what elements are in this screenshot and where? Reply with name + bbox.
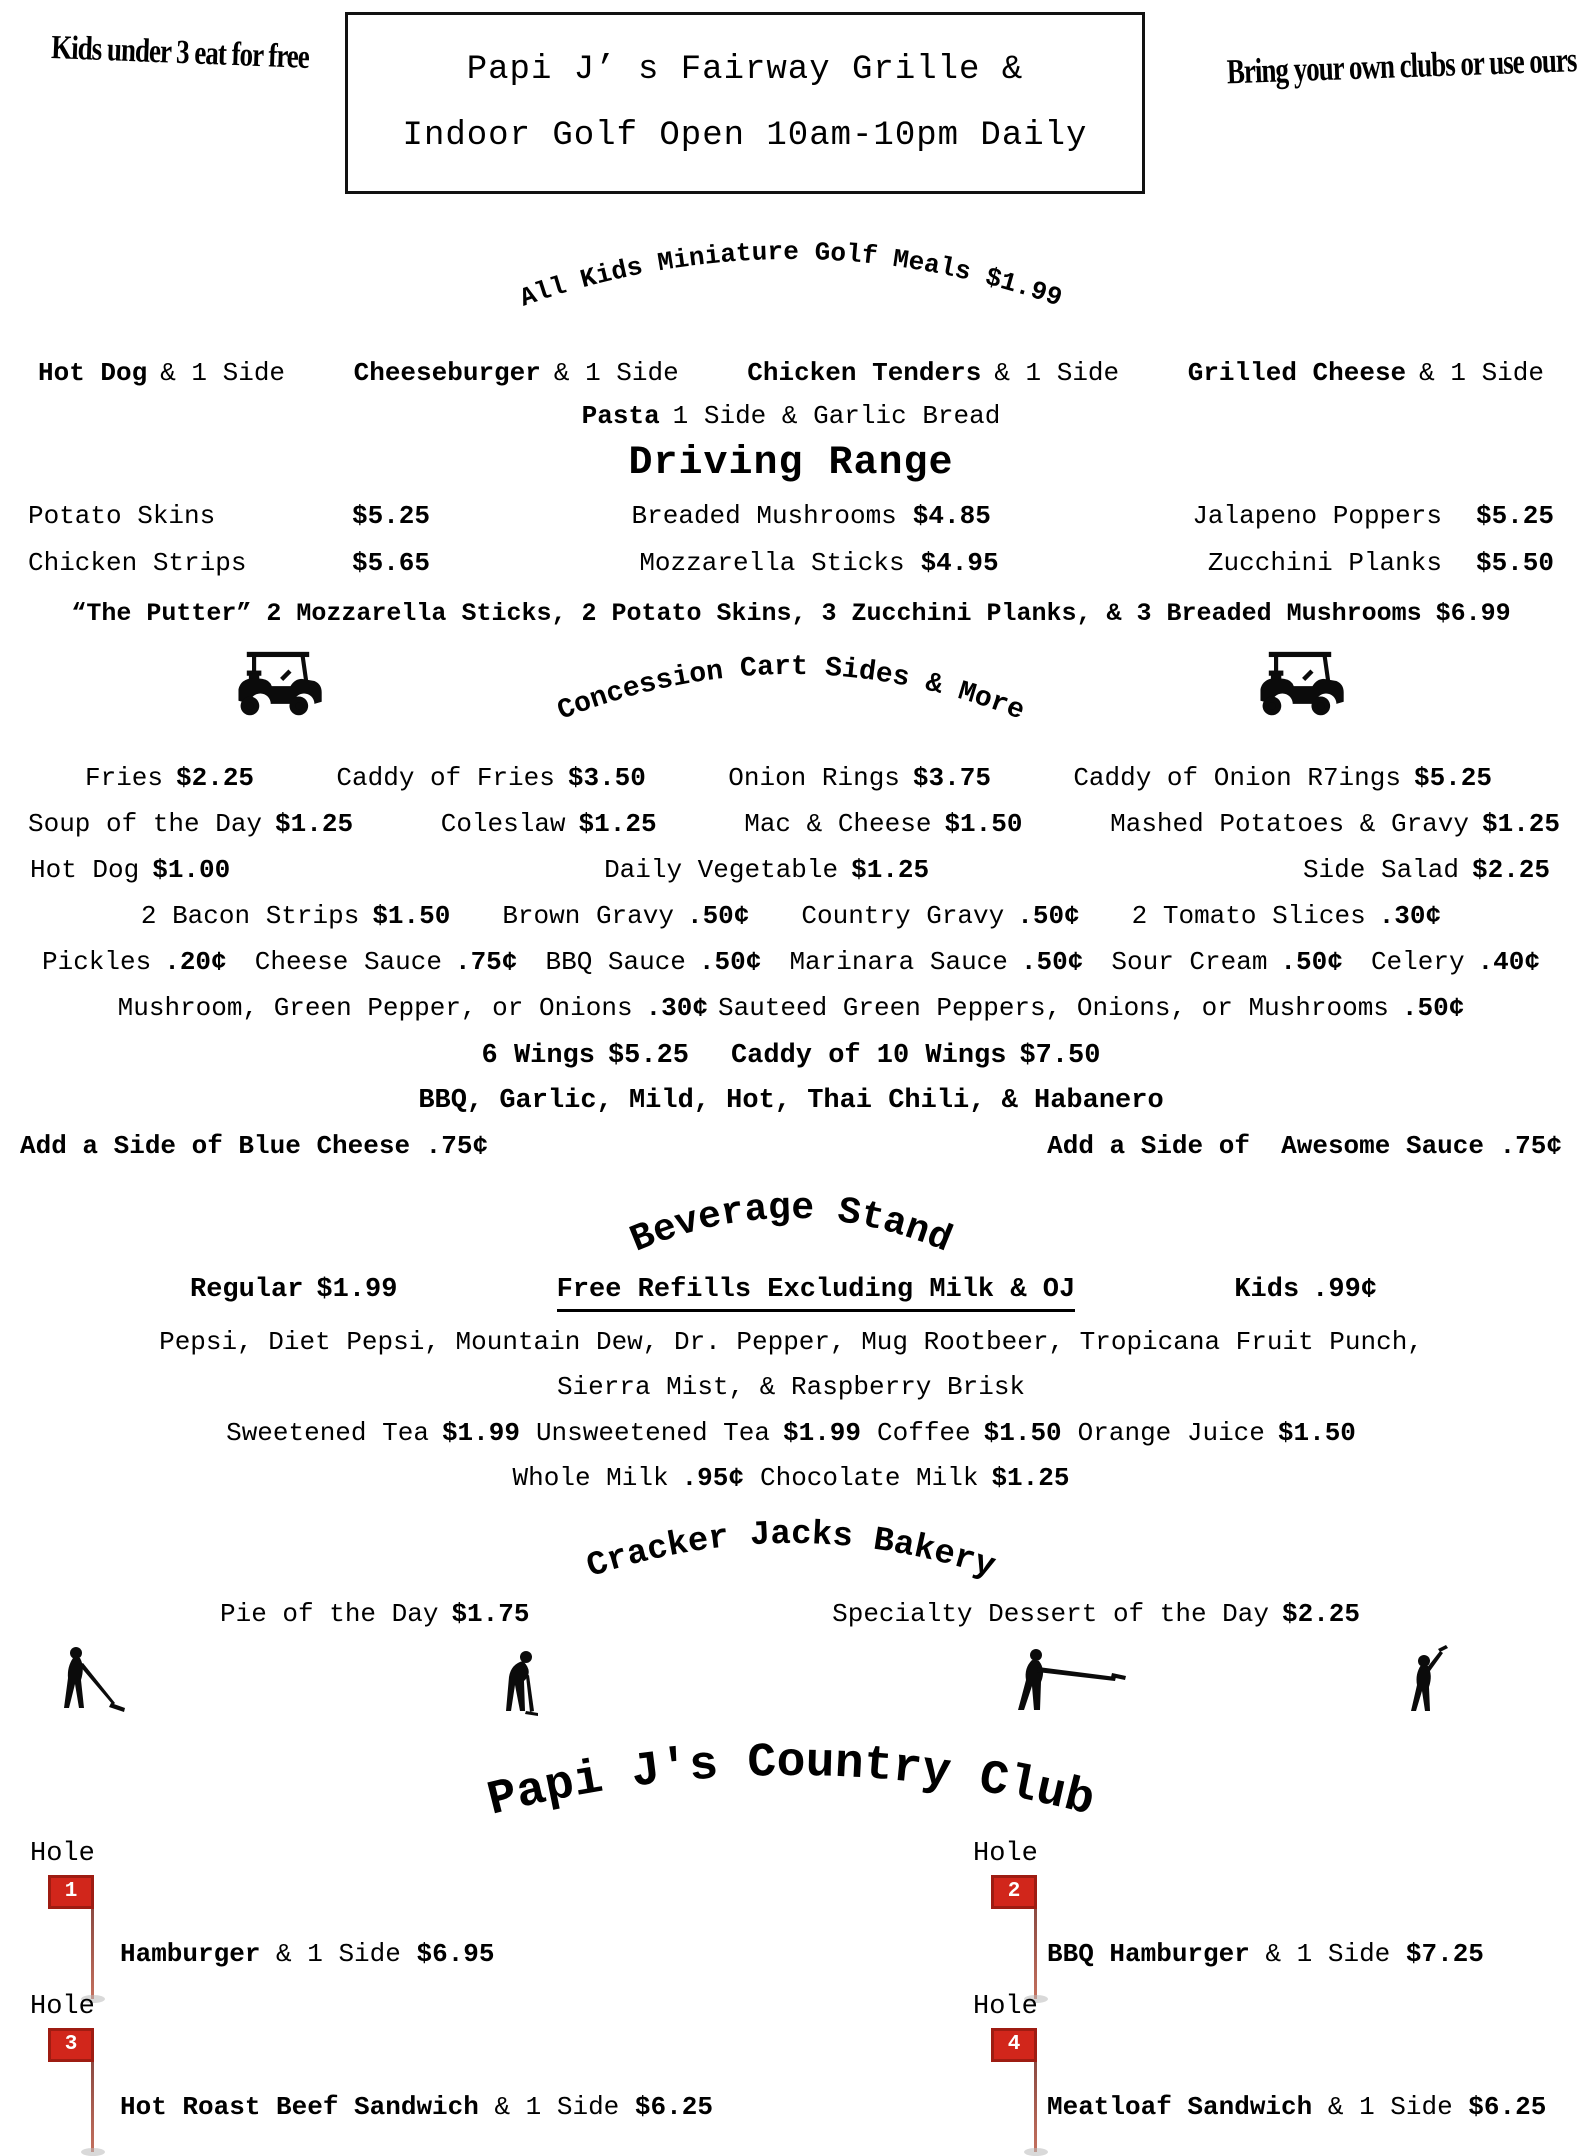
kids-meal-item xyxy=(747,356,1119,390)
item-name: Coleslaw xyxy=(440,809,566,839)
menu-item xyxy=(118,991,708,1025)
wing-flavors: BBQ, Garlic, Mild, Hot, Thai Chili, & Habanero xyxy=(418,1086,1164,1116)
item-name: Zucchini Planks xyxy=(1207,548,1442,578)
hole-flag-icon xyxy=(991,2028,1048,2156)
tea-row xyxy=(0,1416,1582,1450)
holes-grid xyxy=(0,1839,1582,2145)
menu-item xyxy=(760,1461,1069,1495)
item-name: Sweetened Tea xyxy=(226,1418,429,1448)
item-name: Country Gravy xyxy=(801,901,1005,931)
menu-item xyxy=(1073,761,1492,795)
item-suffix: & 1 Side xyxy=(1419,358,1544,388)
item-price: $1.50 xyxy=(983,1418,1062,1448)
country-club-heading-arc xyxy=(461,1719,1121,1835)
item-price: $1.25 xyxy=(1481,809,1560,839)
menu-item xyxy=(441,807,657,841)
header xyxy=(0,0,1582,214)
item-price: .50¢ xyxy=(1280,947,1343,977)
item-price: $2.25 xyxy=(1281,1599,1360,1629)
hole-label: Hole xyxy=(973,1839,1038,1869)
item-name: Mac & Cheese xyxy=(744,809,932,839)
golfer-swinging-icon xyxy=(1000,1645,1130,1715)
item-price: $3.50 xyxy=(567,763,646,793)
wings-row xyxy=(0,1039,1582,1073)
flag-number: 1 xyxy=(48,1875,94,1909)
item-name: Mushroom, Green Pepper, or Onions xyxy=(117,993,633,1023)
hole-card xyxy=(791,1992,1582,2145)
concession-heading: Concession Cart Sides & More xyxy=(553,651,1029,728)
menu-item xyxy=(731,1039,1100,1073)
kids-meals-heading: All Kids Miniature Golf Meals $1.99 xyxy=(516,237,1066,314)
item-name: Caddy of Onion R7ings xyxy=(1073,763,1401,793)
item-price: $5.25 xyxy=(1475,501,1554,531)
menu-item xyxy=(28,546,430,580)
menu-item xyxy=(604,853,929,887)
item-name: Jalapeno Poppers xyxy=(1192,501,1442,531)
svg-text:All Kids Miniature Golf Meals xyxy=(516,237,1066,314)
beverage-heading: Beverage Stand xyxy=(624,1186,958,1263)
concession-row-hotdog xyxy=(0,853,1582,887)
soda-list-line-1: Pepsi, Diet Pepsi, Mountain Dew, Dr. Pepper, Mug Rootbeer, Tropicana Fruit Punch, xyxy=(159,1327,1423,1357)
soda-list-line-2: Sierra Mist, & Raspberry Brisk xyxy=(556,1372,1026,1402)
item-price: .99¢ xyxy=(1312,1275,1377,1305)
item-name: 6 Wings xyxy=(481,1041,595,1071)
item-name: Onion Rings xyxy=(728,763,900,793)
item-name: Caddy of 10 Wings xyxy=(730,1041,1007,1071)
hole-card xyxy=(0,1992,791,2145)
flag-number: 4 xyxy=(991,2028,1037,2062)
menu-item xyxy=(30,853,230,887)
hole-flag-icon xyxy=(48,2028,105,2156)
item-name: Meatloaf Sandwich xyxy=(1047,2092,1313,2122)
item-name: Side Salad xyxy=(1302,855,1459,885)
regular-price-item xyxy=(190,1273,397,1307)
item-suffix: & 1 Side xyxy=(1327,2092,1453,2122)
item-price: .50¢ xyxy=(1401,993,1465,1023)
item-name: Daily Vegetable xyxy=(604,855,839,885)
driving-range-row xyxy=(0,499,1582,533)
item-price: .50¢ xyxy=(698,947,762,977)
item-price: .40¢ xyxy=(1477,947,1540,977)
menu-item xyxy=(728,761,991,795)
item-price: $1.75 xyxy=(451,1599,530,1629)
item-price: $6.99 xyxy=(1435,599,1511,628)
item-price: $5.25 xyxy=(351,501,430,531)
byoc-note: Bring your own clubs or use ours xyxy=(1226,40,1578,92)
item-name: BBQ Hamburger xyxy=(1047,1939,1250,1969)
kids-meals-heading-arc xyxy=(511,228,1071,314)
item-name: Breaded Mushrooms xyxy=(631,501,897,531)
item-name: Sour Cream xyxy=(1111,947,1268,977)
item-price: .50¢ xyxy=(686,901,750,931)
item-price: $4.85 xyxy=(912,501,991,531)
item-name: Cheeseburger xyxy=(353,358,541,388)
item-price: .30¢ xyxy=(1378,901,1442,931)
pie-item xyxy=(220,1597,529,1631)
kids-meal-item xyxy=(38,356,285,390)
item-name: Specialty Dessert of the Day xyxy=(832,1599,1269,1629)
flag-number: 3 xyxy=(48,2028,94,2062)
flag-pole xyxy=(91,2062,94,2152)
item-name: Chocolate Milk xyxy=(760,1463,979,1493)
flag-pole-base xyxy=(81,2148,105,2156)
menu-item xyxy=(536,1416,861,1450)
item-suffix: & 1 Side xyxy=(276,1939,401,1969)
item-name: Celery xyxy=(1370,947,1465,977)
item-name: “The Putter” 2 Mozzarella Sticks, 2 Potato Skins, 3 Zucchini Planks, & 3 Breaded Mushrooms xyxy=(71,599,1422,628)
item-suffix: & 1 Side xyxy=(160,358,286,388)
menu-item xyxy=(336,761,645,795)
item-name: Hamburger xyxy=(120,1939,261,1969)
item-price: $1.99 xyxy=(441,1418,520,1448)
item-price: $4.95 xyxy=(920,548,999,578)
item-price: $5.25 xyxy=(1413,763,1492,793)
item-name: Pasta xyxy=(581,401,660,431)
menu-item xyxy=(718,991,1464,1025)
item-price: $1.25 xyxy=(275,809,354,839)
item-price: $3.75 xyxy=(912,763,991,793)
flag-pole xyxy=(1034,1909,1037,1999)
menu-item xyxy=(1132,899,1441,933)
flag-pole xyxy=(1034,2062,1037,2152)
add-blue-cheese: Add a Side of Blue Cheese .75¢ xyxy=(20,1131,489,1161)
driving-range-heading: Driving Range xyxy=(628,441,954,486)
item-price: $1.00 xyxy=(152,855,231,885)
item-name: Coffee xyxy=(877,1418,971,1448)
title-line-1: Papi J’ s Fairway Grille & xyxy=(466,51,1024,89)
title-box xyxy=(345,12,1145,194)
hole-item xyxy=(120,1939,495,1969)
item-name: Pickles xyxy=(42,947,152,977)
item-name: Whole Milk xyxy=(512,1463,669,1493)
menu-item xyxy=(632,499,991,533)
concession-heading-arc xyxy=(551,637,1031,729)
item-name: Mozzarella Sticks xyxy=(639,548,905,578)
svg-text:Papi J's Country Club xyxy=(482,1736,1099,1829)
item-name: Orange Juice xyxy=(1077,1418,1265,1448)
flag-pole-base xyxy=(1024,2148,1048,2156)
item-price: .95¢ xyxy=(681,1463,744,1493)
menu-item xyxy=(801,899,1079,933)
item-name: Kids xyxy=(1234,1275,1300,1305)
item-price: $5.25 xyxy=(607,1041,689,1071)
add-sides-row xyxy=(0,1129,1582,1163)
item-name: Regular xyxy=(190,1275,304,1305)
item-price: .30¢ xyxy=(645,993,708,1023)
item-price: $1.99 xyxy=(316,1275,398,1305)
svg-text:Concession Cart Sides & More xyxy=(554,652,1029,728)
item-suffix: & 1 Side xyxy=(994,358,1120,388)
menu-item xyxy=(482,1039,689,1073)
item-name: BBQ Sauce xyxy=(545,947,686,977)
bakery-heading: Cracker Jacks Bakery xyxy=(582,1515,1000,1587)
item-name: Soup of the Day xyxy=(28,809,263,839)
item-price: .75¢ xyxy=(454,947,518,977)
menu-item xyxy=(1192,499,1554,533)
item-price: $1.25 xyxy=(991,1463,1070,1493)
menu-item xyxy=(28,807,353,841)
hole-card xyxy=(0,1839,791,1992)
free-refills-note: Free Refills Excluding Milk & OJ xyxy=(557,1273,1075,1312)
item-price: $6.95 xyxy=(416,1939,495,1969)
putter-special xyxy=(0,597,1582,631)
item-name: Caddy of Fries xyxy=(336,763,555,793)
menu-item xyxy=(226,1416,520,1450)
concession-row-fries xyxy=(0,761,1582,795)
hole-label: Hole xyxy=(30,1839,95,1869)
hole-flag-icon xyxy=(48,1875,105,2003)
item-price: $7.25 xyxy=(1405,1939,1484,1969)
item-name: Mashed Potatoes & Gravy xyxy=(1110,809,1469,839)
golf-cart-icon xyxy=(226,643,330,721)
kids-meal-item xyxy=(354,356,679,390)
menu-item xyxy=(1371,945,1540,979)
kids-free-note: Kids under 3 eat for free xyxy=(50,28,310,76)
flag-number: 2 xyxy=(991,1875,1037,1909)
menu-item xyxy=(42,945,227,979)
item-name: Hot Dog xyxy=(38,358,148,388)
country-club-heading: Papi J's Country Club xyxy=(482,1736,1100,1829)
golfer-putting-icon xyxy=(55,1645,141,1715)
title-line-2: Indoor Golf Open 10am-10pm Daily xyxy=(402,117,1088,155)
item-name: Brown Gravy xyxy=(502,901,674,931)
menu-item xyxy=(502,899,749,933)
item-price: $2.25 xyxy=(1471,855,1550,885)
item-price: $6.25 xyxy=(634,2092,713,2122)
add-awesome-sauce: Add a Side of Awesome Sauce .75¢ xyxy=(1047,1131,1562,1161)
hole-item xyxy=(120,2092,713,2122)
flag-pole xyxy=(91,1909,94,1999)
milk-row xyxy=(0,1461,1582,1495)
item-name: Potato Skins xyxy=(28,501,216,531)
item-name: Fries xyxy=(85,763,164,793)
concession-row-soup xyxy=(0,807,1582,841)
item-price: $5.65 xyxy=(351,548,430,578)
menu-item xyxy=(255,945,518,979)
item-name: Pie of the Day xyxy=(220,1599,439,1629)
menu-item xyxy=(1078,1416,1356,1450)
item-suffix: & 1 Side xyxy=(494,2092,620,2122)
svg-text:Beverage Stand xyxy=(624,1187,957,1263)
item-price: $1.50 xyxy=(1277,1418,1356,1448)
item-name: Grilled Cheese xyxy=(1187,358,1407,388)
hole-card xyxy=(791,1839,1582,1992)
item-name: Hot Dog xyxy=(30,855,140,885)
menu-item xyxy=(545,945,761,979)
beverage-heading-arc xyxy=(621,1173,961,1265)
kids-meal-item xyxy=(1188,356,1544,390)
kids-price-item xyxy=(1234,1273,1377,1307)
menu-item xyxy=(789,945,1083,979)
item-price: $2.25 xyxy=(176,763,255,793)
item-suffix: & 1 Side xyxy=(1265,1939,1391,1969)
item-name: 2 Bacon Strips xyxy=(140,901,360,931)
item-price: $7.50 xyxy=(1019,1041,1101,1071)
dessert-item xyxy=(832,1597,1360,1631)
item-name: Cheese Sauce xyxy=(254,947,442,977)
svg-text:Cracker Jacks Bakery xyxy=(582,1516,999,1587)
menu-item xyxy=(1111,945,1342,979)
item-price: $5.50 xyxy=(1475,548,1554,578)
item-price: $1.25 xyxy=(851,855,930,885)
item-price: .50¢ xyxy=(1017,901,1080,931)
hole-item xyxy=(1047,2092,1546,2122)
item-name: Hot Roast Beef Sandwich xyxy=(120,2092,479,2122)
menu-item xyxy=(744,807,1022,841)
item-price: $1.50 xyxy=(944,809,1023,839)
concession-row-pickles xyxy=(0,945,1582,979)
concession-row-veg xyxy=(0,991,1582,1025)
item-name: Chicken Strips xyxy=(28,548,247,578)
kids-meals-row xyxy=(0,356,1582,390)
bakery-row xyxy=(0,1597,1582,1631)
menu-item xyxy=(28,499,430,533)
hole-flag-icon xyxy=(991,1875,1048,2003)
menu-item xyxy=(513,1461,744,1495)
menu-item xyxy=(639,546,998,580)
menu-item xyxy=(1303,853,1550,887)
item-name: Marinara Sauce xyxy=(789,947,1008,977)
hole-label: Hole xyxy=(30,1992,95,2022)
menu-item xyxy=(141,899,450,933)
concession-row-bacon xyxy=(0,899,1582,933)
item-price: $1.25 xyxy=(578,809,657,839)
golfer-bent-putting-icon xyxy=(492,1645,562,1717)
item-price: $1.50 xyxy=(372,901,451,931)
golfer-backswing-icon xyxy=(1378,1645,1458,1715)
menu-item xyxy=(1110,807,1560,841)
bakery-heading-arc xyxy=(581,1503,1001,1587)
beverage-price-row xyxy=(0,1273,1582,1312)
item-price: .20¢ xyxy=(164,947,227,977)
menu-item xyxy=(877,1416,1062,1450)
item-name: Chicken Tenders xyxy=(747,358,982,388)
item-price: .50¢ xyxy=(1020,947,1084,977)
hole-label: Hole xyxy=(973,1992,1038,2022)
item-price: $6.25 xyxy=(1468,2092,1547,2122)
item-name: 2 Tomato Slices xyxy=(1131,901,1366,931)
menu-item xyxy=(1208,546,1554,580)
item-price: $1.99 xyxy=(783,1418,862,1448)
item-name: Sauteed Green Peppers, Onions, or Mushrooms xyxy=(717,993,1389,1023)
item-name: Unsweetened Tea xyxy=(535,1418,770,1448)
item-suffix: & 1 Side xyxy=(553,358,679,388)
concession-heading-band xyxy=(0,637,1582,733)
golf-cart-icon xyxy=(1248,643,1352,721)
menu-item xyxy=(85,761,254,795)
item-suffix: 1 Side & Garlic Bread xyxy=(672,401,1001,431)
driving-range-row xyxy=(0,546,1582,580)
hole-item xyxy=(1047,1939,1484,1969)
golfers-row xyxy=(0,1645,1582,1717)
pasta-item xyxy=(0,399,1582,433)
